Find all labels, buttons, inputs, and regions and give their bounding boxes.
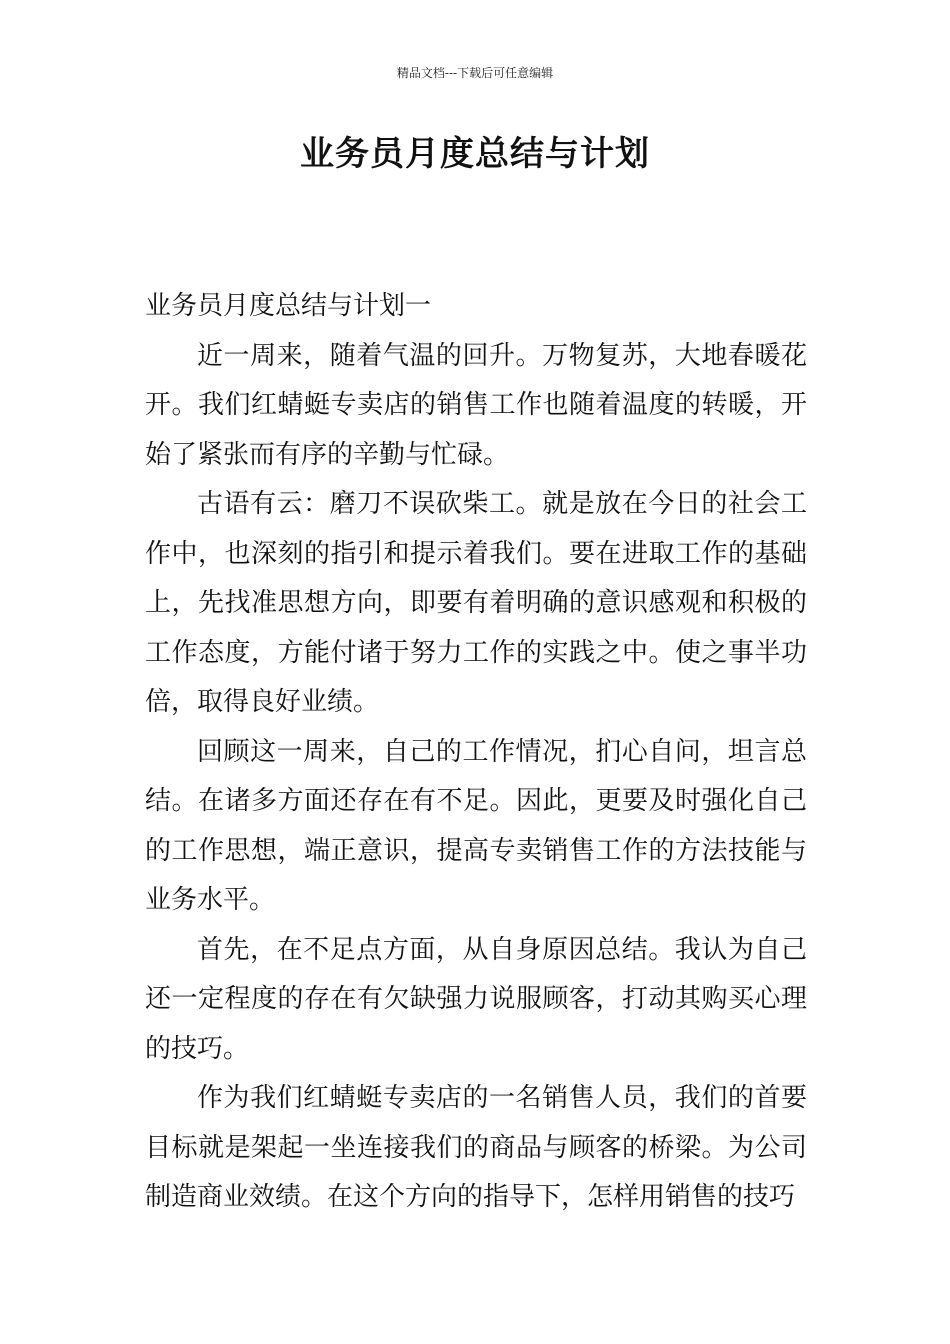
paragraph-1: 近一周来，随着气温的回升。万物复苏，大地春暖花开。我们红蜻蜓专卖店的销售工作也随着温度的转暖，开始了紧张而有序的辛勤与忙碌。: [145, 340, 807, 470]
paragraph-5: 作为我们红蜻蜓专卖店的一名销售人员，我们的首要目标就是架起一坐连接我们的商品与顾客的桥梁。为公司制造商业效绩。在这个方向的指导下，怎样用销售的技巧: [145, 1083, 807, 1212]
section-heading: 业务员月度总结与计划一: [145, 291, 432, 321]
paragraph-2: 古语有云：磨刀不误砍柴工。就是放在今日的社会工作中，也深刻的指引和提示着我们。要在进取工作的基础上，先找准思想方向，即要有着明确的意识感观和积极的工作态度，方能付诸于努力工作的实践之中。使之事半功倍，取得良好业绩。: [145, 489, 807, 717]
paragraph-4: 首先，在不足点方面，从自身原因总结。我认为自己还一定程度的存在有欠缺强力说服顾客，打动其购买心理的技巧。: [145, 934, 807, 1064]
paragraph-3: 回顾这一周来，自己的工作情况，扪心自问，坦言总结。在诸多方面还存在有不足。因此，更要及时强化自己的工作思想，端正意识，提高专卖销售工作的方法技能与业务水平。: [145, 736, 807, 915]
header-note: 精品文档---下载后可任意编辑: [396, 66, 554, 80]
document-body: [145, 282, 807, 1223]
document-title: 业务员月度总结与计划: [300, 134, 650, 174]
